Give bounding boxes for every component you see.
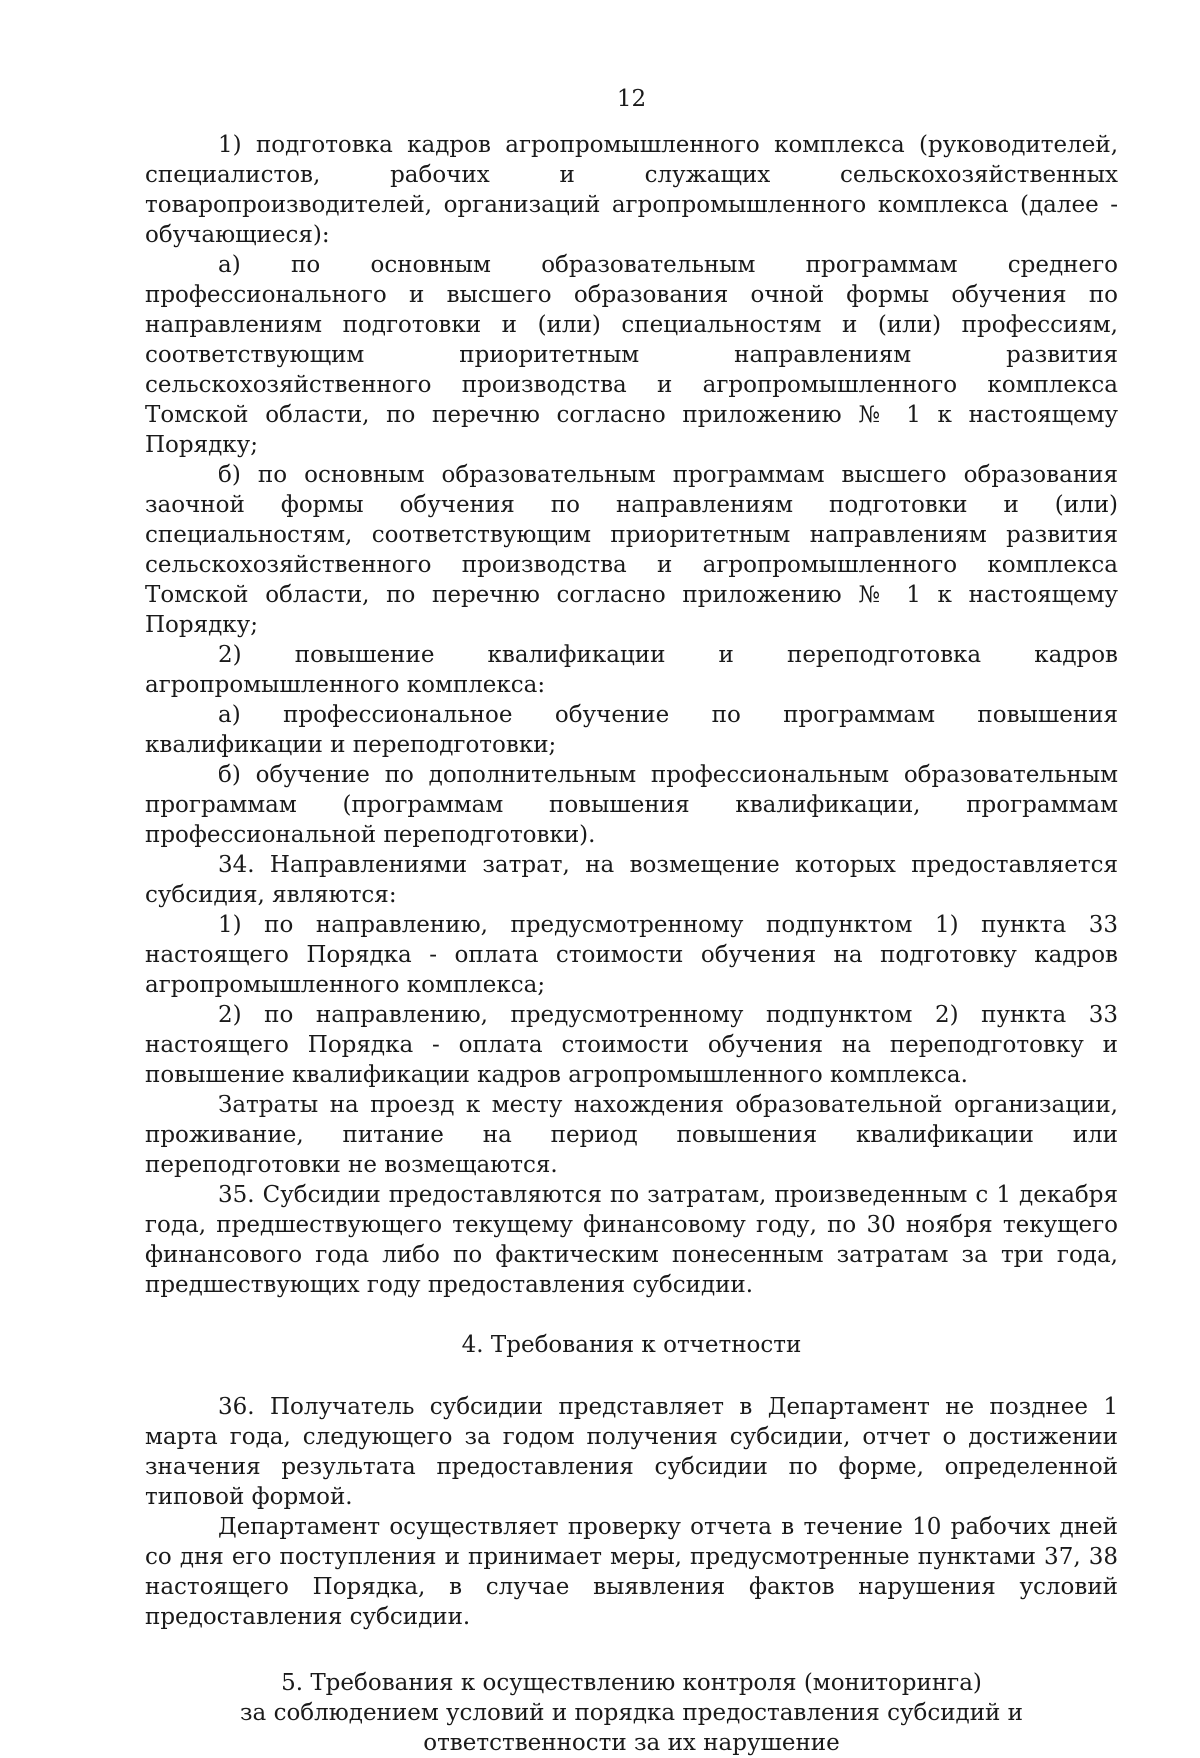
paragraph: 1) по направлению, предусмотренному подпунктом 1) пункта 33 настоящего Порядка - оплата стоимости обучения на подготовку кадров агропромышленного комплекса;: [145, 912, 1118, 998]
paragraph: б) по основным образовательным программам высшего образования заочной формы обучения по направлениям подготовки и (или) специальностям, соответствующим приоритетным направлениям развития сельскохозяйственного производства и агропромышленного комплекса Томской области, по перечню согласно приложению № 1 к настоящему Порядку;: [145, 462, 1118, 638]
paragraph: б) обучение по дополнительным профессиональным образовательным программам (программам повышения квалификации, программам профессиональной переподготовки).: [145, 762, 1118, 848]
paragraph: а) по основным образовательным программам среднего профессионального и высшего образования очной формы обучения по направлениям подготовки и (или) специальностям и (или) профессиям, соответствующим приоритетным направлениям развития сельскохозяйственного производства и агропромышленного комплекса Томской области, по перечню согласно приложению № 1 к настоящему Порядку;: [145, 252, 1118, 458]
paragraph: 34. Направлениями затрат, на возмещение которых предоставляется субсидия, являются:: [145, 852, 1118, 908]
section-5-heading: [145, 1668, 1118, 1758]
paragraph: Департамент осуществляет проверку отчета в течение 10 рабочих дней со дня его поступления и принимает меры, предусмотренные пунктами 37, 38 настоящего Порядка, в случае выявления фактов нарушения условий предоставления субсидии.: [145, 1514, 1118, 1630]
section-5-heading-line-1: 5. Требования к осуществлению контроля (мониторинга): [281, 1670, 982, 1696]
page-number: 12: [616, 86, 647, 112]
paragraph: Затраты на проезд к месту нахождения образовательной организации, проживание, питание на период повышения квалификации или переподготовки не возмещаются.: [145, 1092, 1118, 1178]
paragraph: 35. Субсидии предоставляются по затратам, произведенным с 1 декабря года, предшествующего текущему финансовому году, по 30 ноября текущего финансового года либо по фактическим понесенным затратам за три года, предшествующих году предоставления субсидии.: [145, 1182, 1118, 1298]
paragraph: а) профессиональное обучение по программам повышения квалификации и переподготовки;: [145, 702, 1118, 758]
section-5-heading-line-2: за соблюдением условий и порядка предоставления субсидий и ответственности за их нарушение: [240, 1700, 1023, 1756]
paragraphs-section-4: [145, 1392, 1118, 1632]
paragraph: 2) по направлению, предусмотренному подпунктом 2) пункта 33 настоящего Порядка - оплата стоимости обучения на переподготовку и повышение квалификации кадров агропромышленного комплекса.: [145, 1002, 1118, 1088]
section-4-heading: 4. Требования к отчетности: [461, 1332, 802, 1358]
paragraph: 36. Получатель субсидии представляет в Департамент не позднее 1 марта года, следующего за годом получения субсидии, отчет о достижении значения результата предоставления субсидии по форме, определенной типовой формой.: [145, 1394, 1118, 1510]
paragraph: 1) подготовка кадров агропромышленного комплекса (руководителей, специалистов, рабочих и служащих сельскохозяйственных товаропроизводителей, организаций агропромышленного комплекса (далее - обучающиеся):: [145, 132, 1118, 248]
paragraphs-top: [145, 130, 1118, 1300]
paragraph: 2) повышение квалификации и переподготовка кадров агропромышленного комплекса:: [145, 642, 1118, 698]
